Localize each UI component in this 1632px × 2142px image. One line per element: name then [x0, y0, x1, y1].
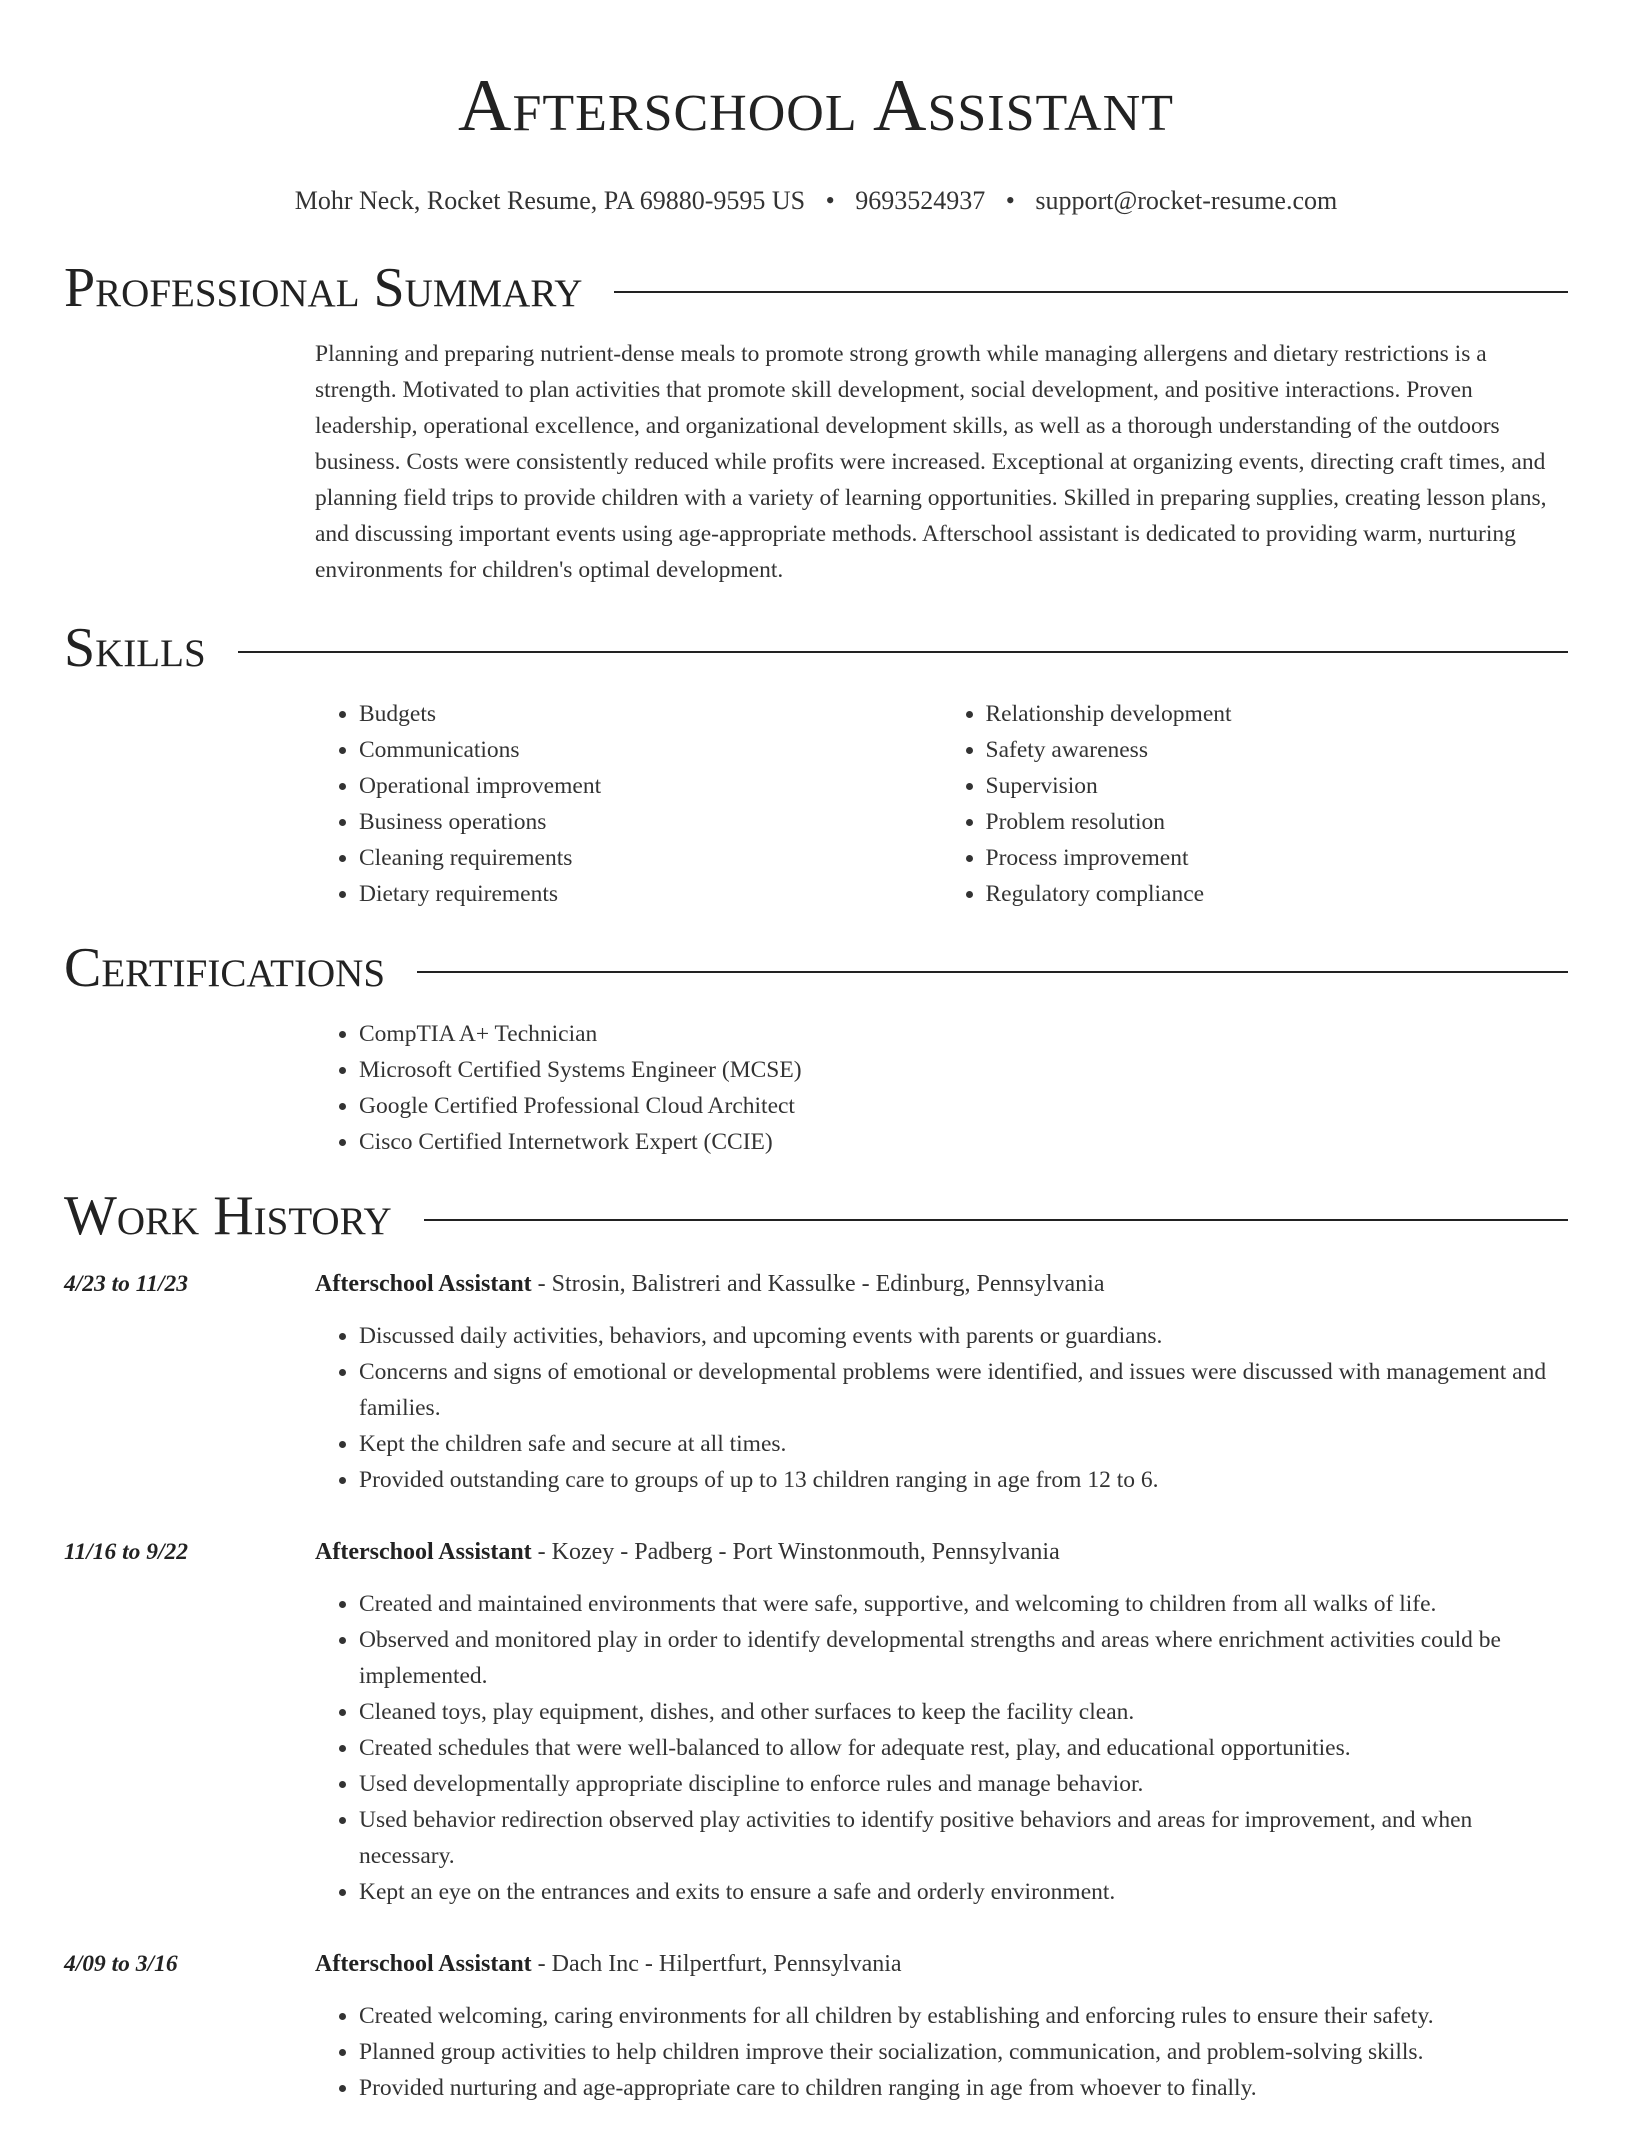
job-main — [315, 1266, 1568, 1498]
candidate-name: Afterschool Assistant — [458, 65, 1174, 147]
certifications-list — [315, 1016, 1568, 1160]
section-divider — [238, 651, 1568, 653]
work-heading: Work History — [64, 1185, 392, 1247]
skill-item: • Process improvement — [986, 840, 1569, 876]
skill-item: • Communications — [359, 732, 942, 768]
job-bullet: • Observed and monitored play in order to identify developmental strengths and areas where enrichment activities could be implemented. — [359, 1622, 1568, 1694]
job-entry — [64, 1946, 1568, 2106]
job-bullet: • Concerns and signs of emotional or developmental problems were identified, and issues were discussed with management and families. — [359, 1354, 1568, 1426]
skill-item: • Regulatory compliance — [986, 876, 1569, 912]
certifications-heading: Certifications — [64, 937, 386, 999]
job-main — [315, 1946, 1568, 2106]
summary-section-header — [64, 252, 1568, 324]
job-title: Afterschool Assistant — [315, 1951, 532, 1977]
job-dates: 4/23 to 11/23 — [64, 1271, 189, 1297]
job-title-line — [315, 1946, 1568, 1982]
skills-section — [315, 696, 1568, 912]
job-bullet: • Created and maintained environments that were safe, supportive, and welcoming to children from all walks of life. — [359, 1586, 1568, 1622]
skill-item: • Business operations — [359, 804, 942, 840]
work-history-list — [64, 1266, 1568, 2106]
skill-item: • Problem resolution — [986, 804, 1569, 840]
job-bullets — [315, 1586, 1568, 1910]
job-bullets — [315, 1998, 1568, 2106]
certification-item: • Google Certified Professional Cloud Architect — [359, 1088, 1568, 1124]
job-entry — [64, 1266, 1568, 1498]
job-bullet: • Used developmentally appropriate discipline to enforce rules and manage behavior. — [359, 1766, 1568, 1802]
section-divider — [614, 291, 1568, 293]
job-bullet: • Provided nurturing and age-appropriate care to children ranging in age from whoever to finally. — [359, 2070, 1568, 2106]
skills-list-right — [942, 696, 1569, 912]
certification-item: • Cisco Certified Internetwork Expert (CCIE) — [359, 1124, 1568, 1160]
skills-section-header — [64, 612, 1568, 684]
skill-item: • Safety awareness — [986, 732, 1569, 768]
contact-line — [64, 184, 1568, 218]
job-bullet: • Planned group activities to help children improve their socialization, communication, and problem-solving skills. — [359, 2034, 1568, 2070]
job-employer-location: - Strosin, Balistreri and Kassulke - Edinburg, Pennsylvania — [531, 1271, 1105, 1297]
skills-grid — [315, 696, 1568, 912]
summary-text: Planning and preparing nutrient-dense meals to promote strong growth while managing allergens and dietary restrictions is a strength. Motivated to plan activities that promote skill development, social development, and positive interactions. Proven leadership, operational excellence, and organizational development skills, as well as a thorough understanding of the outdoors business. Costs were consistently reduced while profits were increased. Exceptional at organizing events, directing craft times, and planning field trips to provide children with a variety of learning opportunities. Skilled in preparing supplies, creating lesson plans, and discussing important events using age-appropriate methods. Afterschool assistant is dedicated to providing warm, nurturing environments for children's optimal development. — [315, 341, 1547, 583]
skill-item: • Dietary requirements — [359, 876, 942, 912]
contact-separator: • — [1005, 186, 1015, 215]
skill-item: • Supervision — [986, 768, 1569, 804]
job-employer-location: - Dach Inc - Hilpertfurt, Pennsylvania — [531, 1951, 902, 1977]
job-bullet: • Used behavior redirection observed play activities to identify positive behaviors and areas for improvement, and when necessary. — [359, 1802, 1568, 1874]
summary-heading: Professional Summary — [64, 257, 583, 319]
job-bullet: • Kept the children safe and secure at all times. — [359, 1426, 1568, 1462]
job-title: Afterschool Assistant — [315, 1539, 532, 1565]
certification-item: • Microsoft Certified Systems Engineer (MCSE) — [359, 1052, 1568, 1088]
section-divider — [424, 1219, 1568, 1221]
skill-item: • Operational improvement — [359, 768, 942, 804]
job-main — [315, 1534, 1568, 1910]
certification-item: • CompTIA A+ Technician — [359, 1016, 1568, 1052]
certifications-section — [315, 1016, 1568, 1160]
job-title-line — [315, 1534, 1568, 1570]
job-employer-location: - Kozey - Padberg - Port Winstonmouth, Pennsylvania — [531, 1539, 1060, 1565]
job-bullet: • Created welcoming, caring environments for all children by establishing and enforcing rules to ensure their safety. — [359, 1998, 1568, 2034]
job-title: Afterschool Assistant — [315, 1271, 532, 1297]
certifications-section-header — [64, 932, 1568, 1004]
job-bullet: • Kept an eye on the entrances and exits to ensure a safe and orderly environment. — [359, 1874, 1568, 1910]
summary-section — [315, 336, 1568, 588]
resume-page — [64, 0, 1568, 2142]
job-bullet: • Created schedules that were well-balanced to allow for adequate rest, play, and educational opportunities. — [359, 1730, 1568, 1766]
work-section-header — [64, 1180, 1568, 1252]
skills-list-left — [315, 696, 942, 912]
skills-heading: Skills — [64, 617, 206, 679]
job-bullets — [315, 1318, 1568, 1498]
contact-phone: 9693524937 — [855, 186, 986, 215]
skill-item: • Budgets — [359, 696, 942, 732]
job-bullet: • Discussed daily activities, behaviors, and upcoming events with parents or guardians. — [359, 1318, 1568, 1354]
job-bullet: • Provided outstanding care to groups of up to 13 children ranging in age from 12 to 6. — [359, 1462, 1568, 1498]
skill-item: • Cleaning requirements — [359, 840, 942, 876]
contact-address: Mohr Neck, Rocket Resume, PA 69880-9595 US — [294, 186, 806, 215]
skill-item: • Relationship development — [986, 696, 1569, 732]
job-bullet: • Cleaned toys, play equipment, dishes, and other surfaces to keep the facility clean. — [359, 1694, 1568, 1730]
job-title-line — [315, 1266, 1568, 1302]
section-divider — [417, 971, 1568, 973]
job-dates: 11/16 to 9/22 — [64, 1539, 189, 1565]
contact-email: support@rocket-resume.com — [1035, 186, 1338, 215]
job-entry — [64, 1534, 1568, 1910]
contact-separator: • — [825, 186, 835, 215]
job-dates: 4/09 to 3/16 — [64, 1951, 178, 1977]
